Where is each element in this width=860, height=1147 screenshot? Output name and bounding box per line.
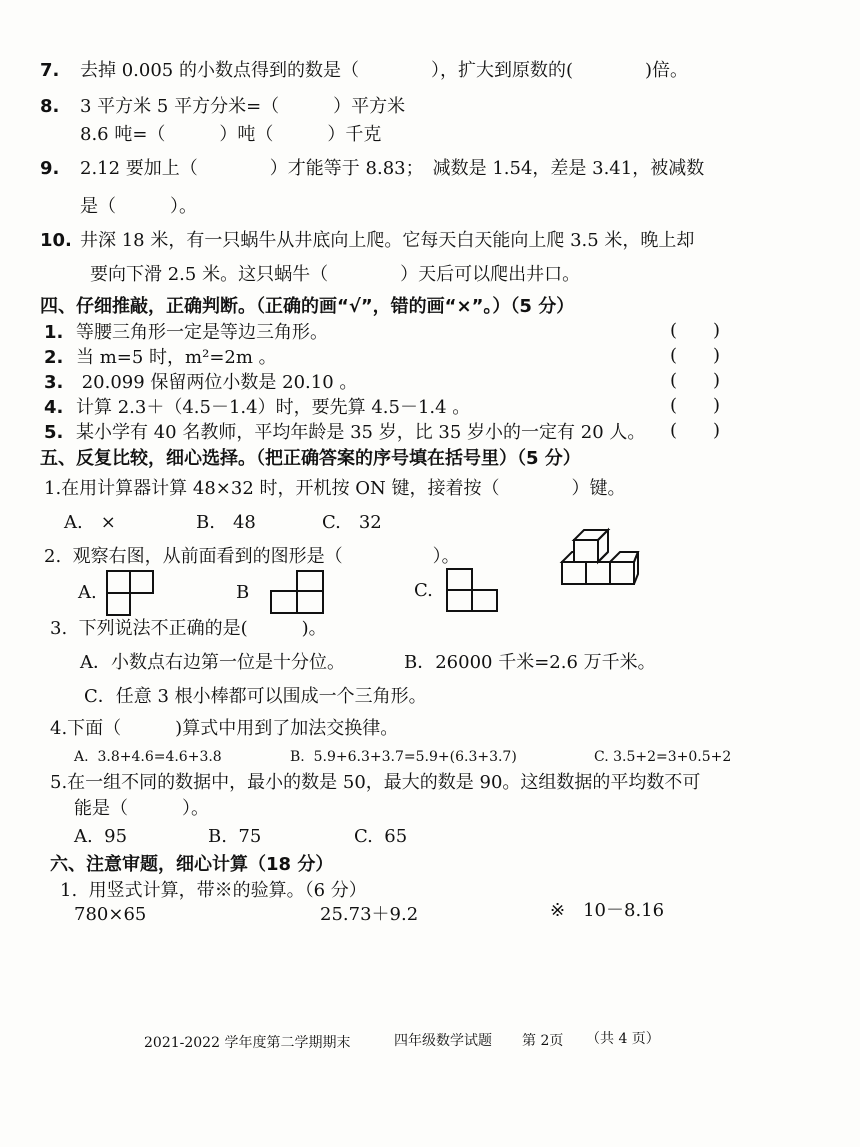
choice-4-option-c[interactable]: C. 3.5+2=3+0.5+2	[594, 749, 732, 765]
question-8-line-1: 3 平方米 5 平方分米=（ ）平方米	[80, 96, 406, 117]
choice-2-option-a[interactable]: A.	[78, 582, 97, 603]
question-10-line-2: 要向下滑 2.5 米。这只蜗牛（ ）天后可以爬出井口。	[90, 264, 581, 285]
footer-total-pages: （共 4 页）	[586, 1031, 660, 1047]
choice-3-text: 3. 下列说法不正确的是( )。	[50, 618, 327, 639]
choice-3-option-a[interactable]: A．小数点右边第一位是十分位。	[80, 652, 345, 673]
cube-stack-figure	[560, 526, 640, 592]
choice-5-option-b[interactable]: B. 75	[208, 826, 262, 847]
choice-1-option-c[interactable]: C. 32	[322, 512, 382, 533]
judge-5-answer-paren[interactable]: ( )	[670, 420, 721, 441]
judge-1-answer-paren[interactable]: ( )	[670, 320, 721, 341]
choice-3-option-c[interactable]: C．任意 3 根小棒都可以围成一个三角形。	[84, 686, 427, 707]
judge-2-number: 2.	[44, 347, 64, 368]
choice-2-option-c[interactable]: C.	[414, 580, 433, 601]
judge-5-text: 某小学有 40 名教师，平均年龄是 35 岁，比 35 岁小的一定有 20 人。	[76, 422, 646, 443]
calc-expression-3: ※ 10－8.16	[550, 900, 665, 921]
calc-1-instruction: 1. 用竖式计算，带※的验算。（6 分）	[60, 880, 367, 901]
judge-1-text: 等腰三角形一定是等边三角形。	[76, 322, 328, 343]
question-7-text: 去掉 0.005 的小数点得到的数是（ ），扩大到原数的( )倍。	[80, 60, 689, 81]
judge-3-answer-paren[interactable]: ( )	[670, 370, 721, 391]
question-9-line-1: 2.12 要加上（ ）才能等于 8.83； 减数是 1.54，差是 3.41，被减数	[80, 158, 705, 179]
choice-5-line-2: 能是（ ）。	[74, 798, 209, 819]
calc-expression-1: 780×65	[74, 904, 147, 925]
judge-2-answer-paren[interactable]: ( )	[670, 345, 721, 366]
judge-3-number: 3.	[44, 372, 64, 393]
question-10-number: 10.	[40, 230, 72, 251]
choice-1-option-a[interactable]: A. ×	[64, 512, 116, 533]
judge-2-text: 当 m=5 时，m²=2m 。	[76, 347, 277, 368]
judge-3-text: 20.099 保留两位小数是 20.10 。	[76, 372, 358, 393]
judge-4-number: 4.	[44, 397, 64, 418]
choice-5-line-1: 5.在一组不同的数据中，最小的数是 50，最大的数是 90。这组数据的平均数不可	[50, 772, 701, 793]
question-7-number: 7.	[40, 60, 60, 81]
choice-1-text: 1.在用计算器计算 48×32 时，开机按 ON 键，接着按（ ）键。	[44, 478, 626, 499]
choice-3-option-b[interactable]: B．26000 千米=2.6 万千米。	[404, 652, 656, 673]
judge-1-number: 1.	[44, 322, 64, 343]
question-8-number: 8.	[40, 96, 60, 117]
footer-subject: 四年级数学试题	[394, 1033, 492, 1049]
choice-2-text: 2. 观察右图，从前面看到的图形是（ ）。	[44, 546, 460, 567]
section-5-title: 五、反复比较，细心选择。（把正确答案的序号填在括号里）（5 分）	[40, 448, 581, 469]
choice-5-option-a[interactable]: A. 95	[74, 826, 128, 847]
calc-expression-2: 25.73＋9.2	[320, 904, 419, 925]
choice-5-option-c[interactable]: C. 65	[354, 826, 408, 847]
judge-5-number: 5.	[44, 422, 64, 443]
choice-2-option-b[interactable]: B	[236, 582, 250, 603]
view-option-c-figure	[446, 568, 498, 612]
choice-4-option-b[interactable]: B. 5.9+6.3+3.7=5.9+(6.3+3.7)	[290, 749, 517, 765]
choice-4-text: 4.下面（ )算式中用到了加法交换律。	[50, 718, 399, 739]
view-option-b-figure	[270, 570, 324, 614]
view-option-a-figure	[106, 570, 154, 616]
question-8-line-2: 8.6 吨=（ ）吨（ ）千克	[80, 124, 382, 145]
judge-4-answer-paren[interactable]: ( )	[670, 395, 721, 416]
question-9-number: 9.	[40, 158, 60, 179]
section-6-title: 六、注意审题，细心计算（18 分）	[50, 854, 334, 875]
choice-4-option-a[interactable]: A. 3.8+4.6=4.6+3.8	[74, 749, 222, 765]
footer-page-number: 第 2页	[522, 1033, 564, 1049]
section-4-title: 四、仔细推敲，正确判断。（正确的画“√”，错的画“×”。）（5 分）	[40, 296, 575, 317]
footer-year: 2021-2022 学年度第二学期期末	[144, 1035, 351, 1051]
choice-1-option-b[interactable]: B. 48	[196, 512, 256, 533]
question-10-line-1: 井深 18 米，有一只蜗牛从井底向上爬。它每天白天能向上爬 3.5 米，晚上却	[80, 230, 695, 251]
judge-4-text: 计算 2.3＋（4.5－1.4）时，要先算 4.5－1.4 。	[76, 397, 471, 418]
question-9-line-2: 是（ ）。	[80, 196, 197, 217]
